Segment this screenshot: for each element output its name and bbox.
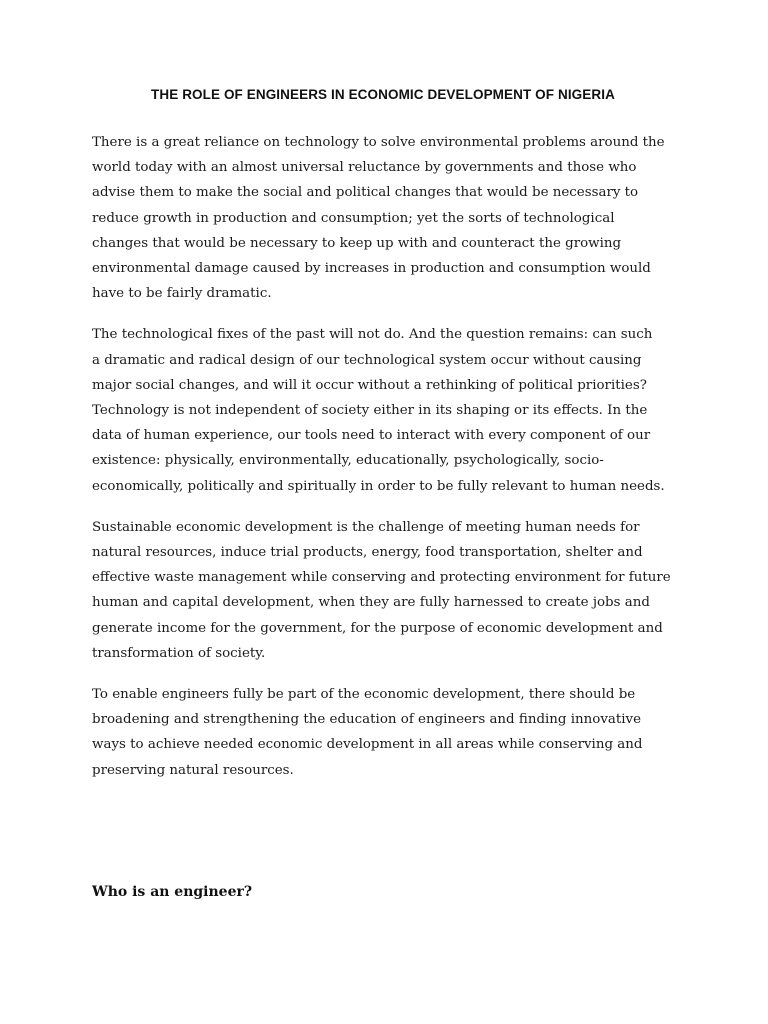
paragraph-line: have to be fairly dramatic. <box>92 286 272 302</box>
paragraph-line: natural resources, induce trial products, energy, food transportation, shelter and <box>92 545 643 561</box>
paragraph-line: changes that would be necessary to keep up with and counteract the growing <box>92 235 622 251</box>
paragraph-line: effective waste management while conserving and protecting environment for future <box>92 570 671 586</box>
paragraph-4 <box>92 682 674 783</box>
paragraph-line: ways to achieve needed economic development in all areas while conserving and <box>92 737 643 753</box>
paragraph-line: transformation of society. <box>92 645 266 661</box>
document-page <box>92 84 674 900</box>
section-heading: Who is an engineer? <box>92 884 253 900</box>
paragraph-line: Sustainable economic development is the challenge of meeting human needs for <box>92 519 640 535</box>
document-body <box>92 130 674 783</box>
paragraph-line: The technological fixes of the past will not do. And the question remains: can such <box>92 327 653 343</box>
paragraph-2 <box>92 322 674 498</box>
paragraph-line: There is a great reliance on technology to solve environmental problems around the <box>92 135 665 150</box>
paragraph-line: To enable engineers fully be part of the economic development, there should be <box>92 687 636 703</box>
paragraph-line: data of human experience, our tools need to interact with every component of our <box>92 428 651 444</box>
paragraph-line: existence: physically, environmentally, educationally, psychologically, socio- <box>92 453 604 469</box>
document-title: THE ROLE OF ENGINEERS IN ECONOMIC DEVELOPMENT OF NIGERIA <box>151 87 615 102</box>
paragraph-line: advise them to make the social and political changes that would be necessary to <box>92 185 639 201</box>
paragraph-line: world today with an almost universal reluctance by governments and those who <box>92 160 637 176</box>
paragraph-line: Technology is not independent of society either in its shaping or its effects. In the <box>92 403 648 419</box>
paragraph-3 <box>92 515 674 666</box>
paragraph-line: reduce growth in production and consumption; yet the sorts of technological <box>92 210 615 226</box>
paragraph-line: preserving natural resources. <box>92 762 294 778</box>
paragraph-line: human and capital development, when they are fully harnessed to create jobs and <box>92 595 650 611</box>
paragraph-line: economically, politically and spiritually in order to be fully relevant to human needs. <box>92 478 665 494</box>
paragraph-line: generate income for the government, for the purpose of economic development and <box>92 620 663 636</box>
paragraph-1 <box>92 130 674 306</box>
paragraph-line: broadening and strengthening the education of engineers and finding innovative <box>92 712 642 728</box>
paragraph-line: a dramatic and radical design of our technological system occur without causing <box>92 352 642 368</box>
paragraph-line: major social changes, and will it occur without a rethinking of political priorities? <box>92 377 647 393</box>
paragraph-line: environmental damage caused by increases in production and consumption would <box>92 261 651 277</box>
